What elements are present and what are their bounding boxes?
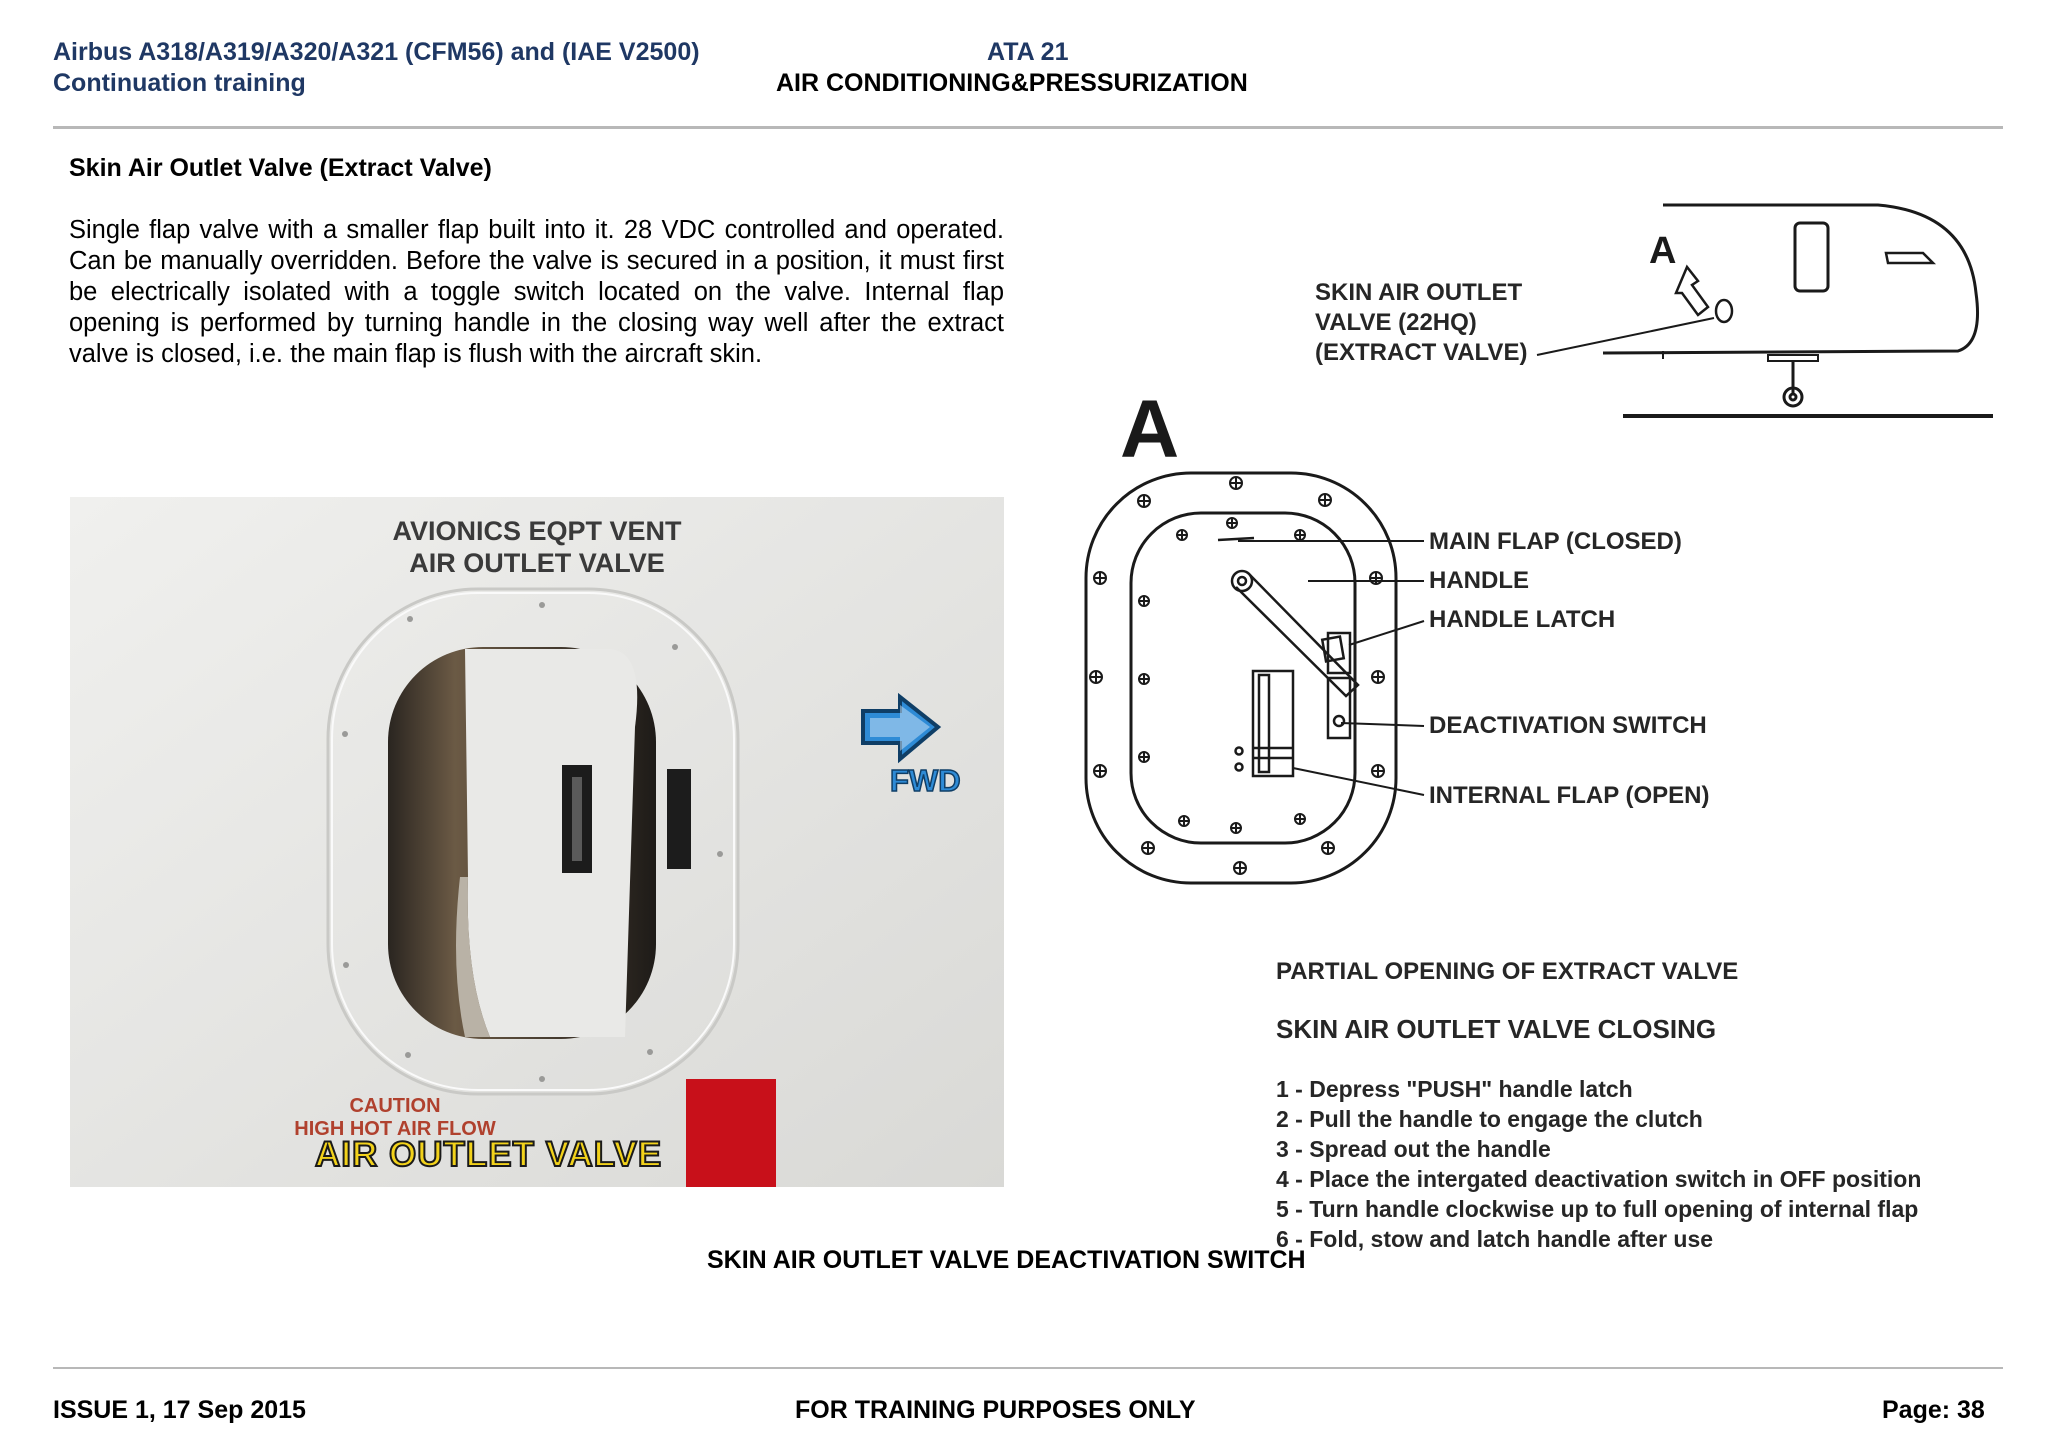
figure-caption: SKIN AIR OUTLET VALVE DEACTIVATION SWITCH — [707, 1246, 1306, 1274]
doc-title: Airbus A318/A319/A320/A321 (CFM56) and (IAE V2500) — [53, 38, 700, 66]
callout-internal-flap: INTERNAL FLAP (OPEN) — [1429, 782, 1710, 809]
placard-line-1: AVIONICS EQPT VENT — [392, 516, 682, 546]
valve-photo-drawing — [70, 497, 1004, 1187]
step-2: 2 - Pull the handle to engage the clutch — [1276, 1106, 1703, 1132]
closing-title: SKIN AIR OUTLET VALVE CLOSING — [1276, 1014, 1717, 1044]
step-5: 5 - Turn handle clockwise up to full opening of internal flap — [1276, 1196, 1919, 1222]
section-body: Single flap valve with a smaller flap built into it. 28 VDC controlled and operated. Can be manually overridden. Before the valve is secured in a position, it must first be electrically isolated with a toggle switch located on the valve. Internal flap opening is performed by turning handle in the closing way well after the extract valve is closed, i.e. the main flap is flush with the aircraft skin. — [69, 216, 1004, 368]
callout-handle-latch: HANDLE LATCH — [1429, 606, 1616, 633]
callout-main-flap: MAIN FLAP (CLOSED) — [1429, 528, 1682, 555]
page-number: Page: 38 — [1882, 1396, 1985, 1424]
step-4: 4 - Place the intergated deactivation switch in OFF position — [1276, 1166, 1922, 1192]
overlay-label: AIR OUTLET VALVE — [315, 1135, 663, 1174]
view-letter-large: A — [1120, 384, 1180, 475]
header-rule — [53, 126, 2003, 129]
issue-date: ISSUE 1, 17 Sep 2015 — [53, 1396, 306, 1424]
caution-line-1: CAUTION — [349, 1095, 441, 1117]
location-label-2: VALVE (22HQ) — [1315, 309, 1477, 336]
caution-line-2: HIGH HOT AIR FLOW — [294, 1118, 496, 1140]
location-label-1: SKIN AIR OUTLET — [1315, 279, 1523, 306]
step-6: 6 - Fold, stow and latch handle after use — [1276, 1226, 1714, 1252]
location-label-3: (EXTRACT VALVE) — [1315, 339, 1528, 366]
view-letter-small: A — [1649, 230, 1677, 272]
doc-subtitle: Continuation training — [53, 69, 306, 97]
chapter-title: AIR CONDITIONING&PRESSURIZATION — [776, 69, 1248, 97]
valve-photo — [70, 497, 1004, 1187]
training-notice: FOR TRAINING PURPOSES ONLY — [795, 1396, 1196, 1424]
step-1: 1 - Depress "PUSH" handle latch — [1276, 1076, 1633, 1102]
ata-label: ATA 21 — [987, 38, 1069, 66]
fwd-label: FWD — [890, 763, 961, 798]
step-3: 3 - Spread out the handle — [1276, 1136, 1551, 1162]
partial-opening-title: PARTIAL OPENING OF EXTRACT VALVE — [1276, 958, 1739, 985]
valve-diagram — [1078, 183, 2008, 1268]
footer-rule — [53, 1367, 2003, 1369]
callout-handle: HANDLE — [1429, 567, 1529, 594]
section-title: Skin Air Outlet Valve (Extract Valve) — [69, 154, 492, 182]
callout-deactivation-switch: DEACTIVATION SWITCH — [1429, 712, 1707, 739]
placard-line-2: AIR OUTLET VALVE — [409, 548, 665, 578]
